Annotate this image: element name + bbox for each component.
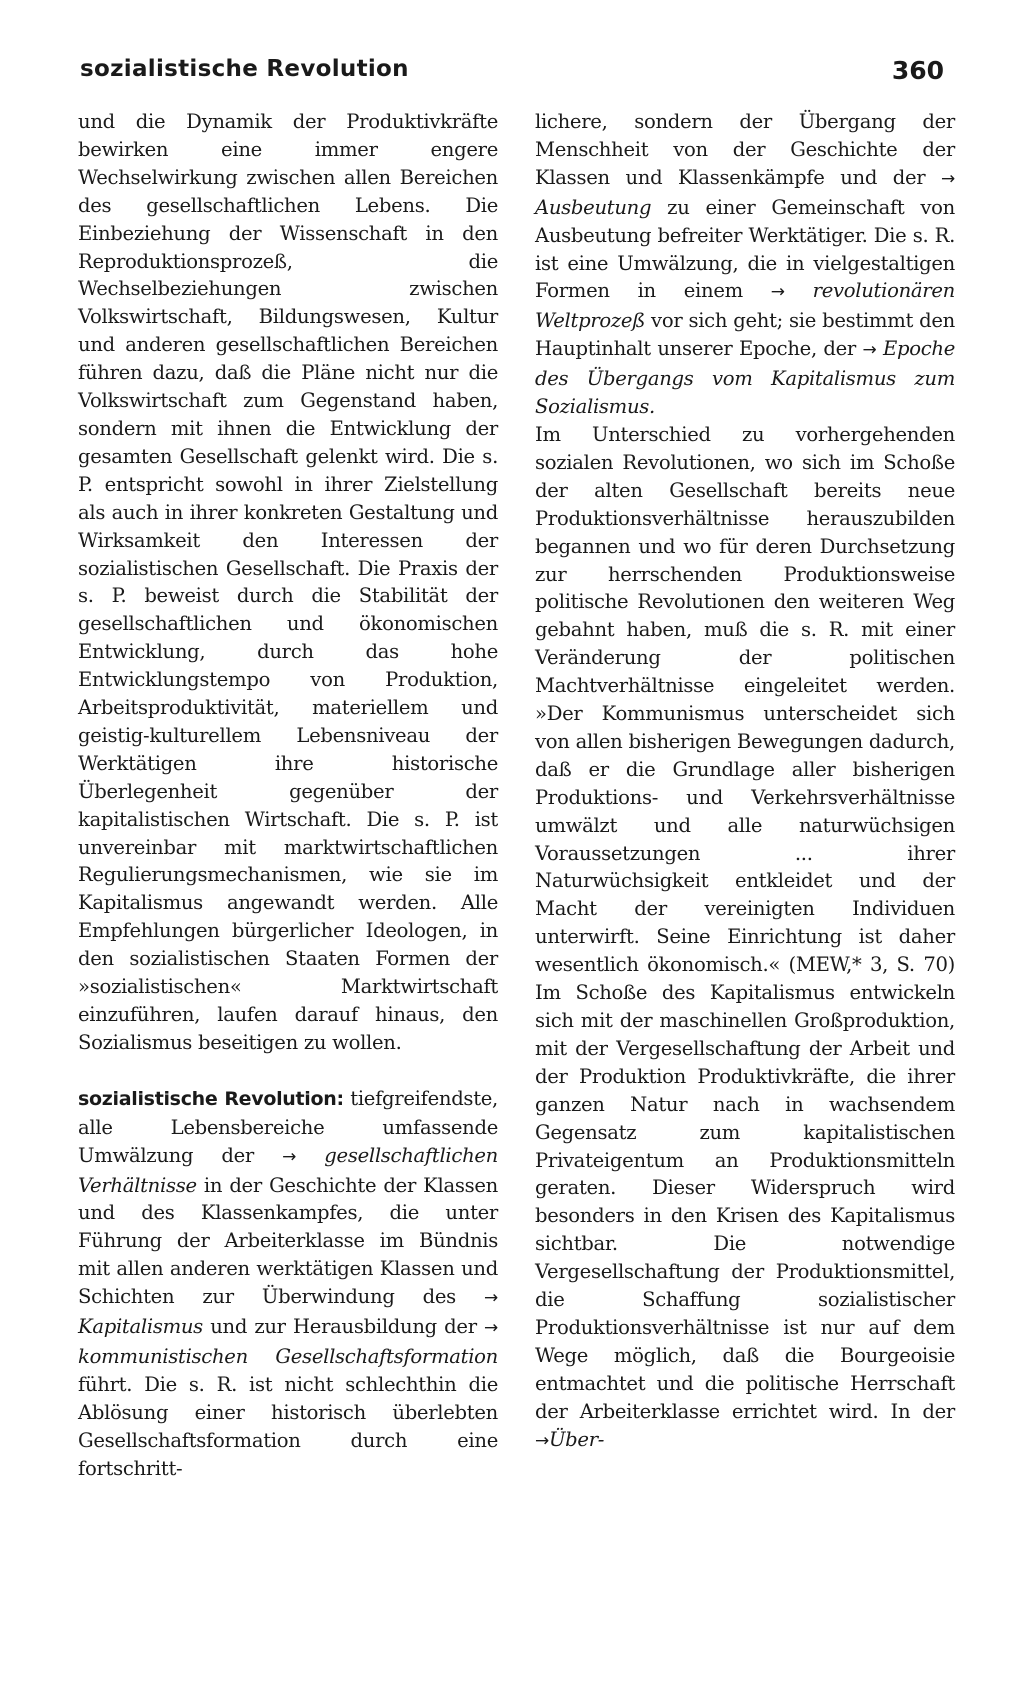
entry-text-1: tiefgreifendste, alle Lebensbereiche umfassende Umwälzung der [78, 1086, 498, 1167]
cross-reference-arrow-icon: → [484, 1288, 498, 1309]
running-head-title: sozialistische Revolution [80, 56, 409, 82]
cross-reference-link[interactable]: Ausbeutung [535, 195, 652, 219]
cross-reference-link[interactable]: revolutionären Weltprozeß [535, 279, 955, 333]
entry-paragraph [78, 1085, 498, 1483]
entry-text-4: führt. Die s. R. ist nicht schlechthin die Ablösung einer historisch überlebten Gesellschaftsformation durch eine fortschritt- [78, 1372, 498, 1480]
cross-reference-link[interactable]: Epoche des Übergangs vom Kapitalismus zum Sozialismus. [535, 337, 955, 419]
entry-text-3: und zur Herausbildung der [202, 1315, 485, 1339]
cross-reference-arrow-icon: → [484, 1318, 498, 1339]
cross-reference-link[interactable]: Kapitalismus [78, 1315, 203, 1339]
cross-reference-link[interactable]: Über- [548, 1427, 605, 1451]
entry-text-5: lichere, sondern der Übergang der Menschheit von der Geschichte der Klassen und Klassenkämpfe und der [535, 110, 955, 189]
cross-reference-link[interactable]: gesellschaftlichen Verhältnisse [78, 1143, 498, 1197]
cross-reference-arrow-icon: → [941, 168, 955, 189]
left-column [78, 108, 498, 1483]
body-paragraph [535, 421, 955, 1456]
cross-reference-arrow-icon: → [282, 1146, 297, 1167]
cross-reference-arrow-icon: → [535, 1430, 549, 1451]
cross-reference-arrow-icon: → [770, 282, 785, 303]
entry-text-7: vor sich geht; sie bestimmt den Hauptinhalt unserer Epoche, der [535, 309, 955, 361]
entry-text-2: in der Geschichte der Klassen und des Klassenkampfes, die unter Führung der Arbeiterklasse im Bündnis mit allen anderen werktätigen Klassen und Schichten zur Überwindung des [78, 1173, 498, 1309]
entry-continuation-paragraph [535, 108, 955, 421]
page-number: 360 [891, 56, 944, 85]
continued-paragraph: und die Dynamik der Produktivkräfte bewirken eine immer engere Wechselwirkung zwischen allen Bereichen des gesellschaftlichen Lebens. Die Einbeziehung der Wissenschaft in den Reproduktionsprozeß, die Wechselbeziehungen zwischen Volkswirtschaft, Bildungswesen, Kultur und anderen gesellschaftlichen Bereichen führen dazu, daß die Pläne nicht nur die Volkswirtschaft zum Gegenstand haben, sondern mit ihnen die Entwicklung der gesamten Gesellschaft gelenkt wird. Die s. P. entspricht sowohl in ihrer Zielstellung als auch in ihrer konkreten Gestaltung und Wirksamkeit den Interessen der sozialistischen Gesellschaft. Die Praxis der s. P. beweist durch die Stabilität der gesellschaftlichen und ökonomischen Entwicklung, durch das hohe Entwicklungstempo von Produktion, Arbeitsproduktivität, materiellem und geistig-kulturellem Lebensniveau der Werktätigen ihre historische Überlegenheit gegenüber der kapitalistischen Wirtschaft. Die s. P. ist unvereinbar mit marktwirtschaftlichen Regulierungsmechanismen, wie sie im Kapitalismus angewandt werden. Alle Empfehlungen bürgerlicher Ideologen, in den sozialistischen Staaten Formen der »sozialistischen« Marktwirtschaft einzuführen, laufen darauf hinaus, den Sozialismus beseitigen zu wollen. [78, 110, 498, 1054]
entry-headword: sozialistische Revolution: [78, 1087, 344, 1110]
cross-reference-link[interactable]: kommunistischen Gesellschaftsformation [78, 1344, 498, 1368]
entry-text-8: Im Unterschied zu vorhergehenden sozialen Revolutionen, wo sich im Schoße der alten Gesellschaft bereits neue Produktionsverhältnisse herauszubilden begannen und wo für deren Durchsetzung zur herrschenden Produktionsweise politische Revolutionen den weiteren Weg gebahnt haben, muß die s. R. mit einer Veränderung der politischen Machtverhältnisse eingeleitet werden. »Der Kommunismus unterscheidet sich von allen bisherigen Bewegungen dadurch, daß er die Grundlage aller bisherigen Produktions- und Verkehrsverhältnisse umwälzt und alle naturwüchsigen Voraussetzungen ... ihrer Naturwüchsigkeit entkleidet und der Macht der vereinigten Individuen unterwirft. Seine Einrichtung ist daher wesentlich ökonomisch.« (MEW,* 3, S. 70) Im Schoße des Kapitalismus entwickeln sich mit der maschinellen Großproduktion, mit der Vergesellschaftung der Arbeit und der Produktion Produktivkräfte, die ihrer ganzen Natur nach in wachsendem Gegensatz zum kapitalistischen Privateigentum an Produktionsmitteln geraten. Dieser Widerspruch wird besonders in den Krisen des Kapitalismus sichtbar. Die notwendige Vergesellschaftung der Produktionsmittel, die Schaffung sozialistischer Produktionsverhältnisse ist nur auf dem Wege möglich, daß die Bourgeoisie entmachtet und die politische Herrschaft der Arbeiterklasse errichtet wird. In der [535, 422, 955, 1423]
right-column [535, 108, 955, 1456]
entry-text-6: zu einer Gemeinschaft von Ausbeutung befreiter Werktätiger. Die s. R. ist eine Umwälzung, die in vielgestaltigen Formen in einem [535, 195, 955, 303]
cross-reference-arrow-icon: → [862, 340, 877, 361]
